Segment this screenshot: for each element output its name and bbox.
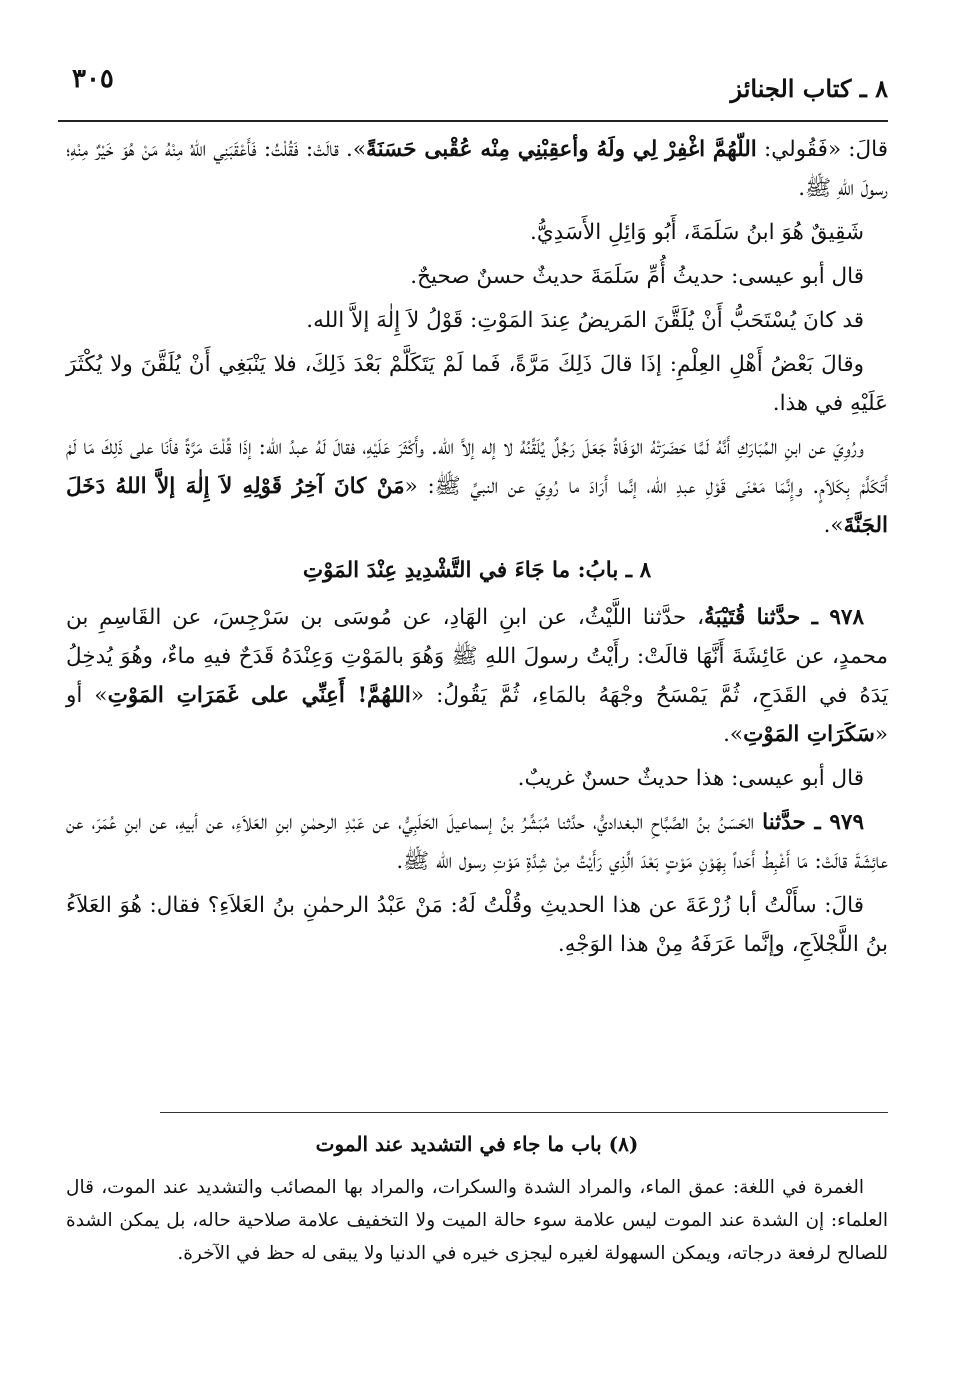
bold-quote: مَنْ كانَ آخِرُ قَوْلِهِ لاَ إِلٰهَ إلاَّ اللهُ دَخَلَ الجَنَّةَ [66, 474, 888, 538]
header-rule [58, 120, 888, 122]
bold-quote: اللهُمَّ! أَعِنِّي على غَمَرَاتِ المَوْتِ [107, 683, 411, 708]
paragraph [66, 428, 888, 545]
page-header [58, 64, 888, 104]
paragraph: شَقِيقٌ هُوَ ابنُ سَلَمَةَ، أَبُو وَائِلِ الأَسَدِيُّ. [530, 220, 864, 245]
main-text [66, 130, 888, 969]
commentary-text: الغمرة في اللغة: عمق الماء، والمراد الشدة والسكرات، والمراد بها المصائب والتشديد عند الموت، قال العلماء: إن الشدة عند الموت ليس علامة سوء حالة الميت ولا التخفيف علامة صلاحية حاله، بل يمكن الشدة للصالح لرفعة درجاته، ويمكن السهولة لغيره ليجزى خيره في الدنيا ولا يبقى له حظ في الآخرة. [66, 1177, 888, 1264]
bold-quote: اللّهُمَّ اغْفِرْ لِي ولَهُ وأعقِبْنِي مِنْه عُقْبى حَسَنَةً [366, 137, 757, 162]
paragraph: قالَ: سأَلْتُ أبا زُرْعَةَ عن هذا الحديثِ وقُلْتُ لَهُ: مَنْ عَبْدُ الرحمٰنِ بنُ العَلاَءِ؟ فقال: هُوَ العَلاَءُ بنُ اللَّجْلاَجِ، وإنَّما عَرَفَهُ مِنْ هذا الوَجْهِ. [66, 893, 888, 957]
commentary-title: (٨) باب ما جاء في التشديد عند الموت [315, 1132, 639, 1156]
bold-quote: سَكَرَاتِ المَوْتِ [743, 722, 875, 747]
paragraph: وقالَ بَعْضُ أَهْلِ العِلْمِ: إذَا قالَ ذَلِكَ مَرَّةً، فَما لَمْ يَتَكَلَّمْ بَعْدَ ذَلِكَ، فلا يَنْبَغِي أَنْ يُلَقَّنَ ولا يُكْثَرَ عَلَيْهِ في هذا. [66, 352, 888, 416]
text-run: ». قالَتْ: فَقُلْتُ: فَأَعْقَبَنِي اللهُ مِنْهُ مَنْ هُوَ خَيْرٌ مِنْهِ؛ رسولَ اللهِ ﷺ. [66, 137, 888, 201]
text-run: ، حدَّثنا اللَّيْثُ، عن ابنِ الهَادِ، عن مُوسَى بن سَرْجِسَ، عن القَاسِمِ بن محمدٍ، عن عَائِشَةَ أَنَّهَا قالَتْ: رأَيْتُ رسولَ اللهِ ﷺ وَهُوَ بالمَوْتِ وَعِنْدَهُ قَدَحٌ فيهِ ماءٌ، وهُوَ يُدخِلُ يَدَهُ في القَدَحِ، ثُمَّ يَمْسَحُ وجْهَهُ بالمَاءِ، ثُمَّ يَقُولُ: « [66, 605, 888, 708]
paragraph [66, 130, 888, 208]
paragraph: قال أبو عيسى: حديثُ أُمِّ سَلَمَةَ حديثٌ حسنٌ صحيحٌ. [410, 264, 864, 289]
footnote-rule [160, 1112, 888, 1113]
paragraph: قد كانَ يُسْتَحَبُّ أَنْ يُلَقَّنَ المَريضُ عِندَ المَوْتِ: قَوْلُ لاَ إِلٰهَ إلاَّ الله. [306, 308, 864, 333]
page-number: ٣٠٥ [72, 64, 114, 94]
section-title: ٨ ـ بابُ: ما جَاءَ في التَّشْدِيدِ عِنْدَ المَوْتِ [302, 558, 652, 583]
text-run: قالَ: «فَقُولي: [756, 137, 889, 162]
text-run: الحَسَنُ بنُ الصَّبَّاحِ البغداديُّ، حدَّثنا مُبَشِّرُ بنُ إسماعيلَ الحَلَبِيُّ، عن عَبْدِ الرحمٰنِ ابنِ العَلاَءِ، عن أبيهِ، عن ابنِ عُمَرَ، عن عائِشَةَ قالَتْ: مَا أَغْبِطُ أَحَداً بِهَوْنِ مَوْتٍ بَعْدَ الَّذِي رَأَيْتُ مِنْ شِدَّةِ مَوْتِ رسول الله ﷺ. [66, 810, 888, 874]
text-run: ورُوِيَ عن ابنِ المُبَارَكِ أَنَّهُ لَمَّا حَضَرَتْهُ الوَفَاةُ جَعَلَ رَجُلٌ يُلَقِّنُهُ لا إله إلاَّ الله. وأَكْثَرَ عَلَيْهِ، فقالَ لَهُ عبدُ الله: إذَا قُلْتَ مَرَّةً فأنَا على ذَلِكَ مَا لَمْ أَتَكَلَّمْ بِكَلاَمٍ. وإِنَّمَا مَعْنَى قَوْلِ عبدِ الله، إنَّما أَرَادَ ما رُوِيَ عن النبيِّ ﷺ: « [66, 435, 888, 499]
commentary [66, 1128, 888, 1270]
hadith-number: ٩٧٨ ـ حدَّثنا قُتَيْبَةُ [704, 605, 864, 630]
hadith-978 [66, 598, 888, 754]
paragraph: قال أبو عيسى: هذا حديثٌ حسنٌ غريبٌ. [517, 766, 864, 791]
chapter-title: ٨ ـ كتاب الجنائز [730, 74, 888, 103]
hadith-979 [66, 803, 888, 881]
text-run: » أو « [66, 683, 888, 747]
hadith-number: ٩٧٩ ـ حدَّثنا [762, 810, 864, 835]
text-run: ». [723, 722, 744, 747]
text-run: ». [823, 513, 844, 538]
